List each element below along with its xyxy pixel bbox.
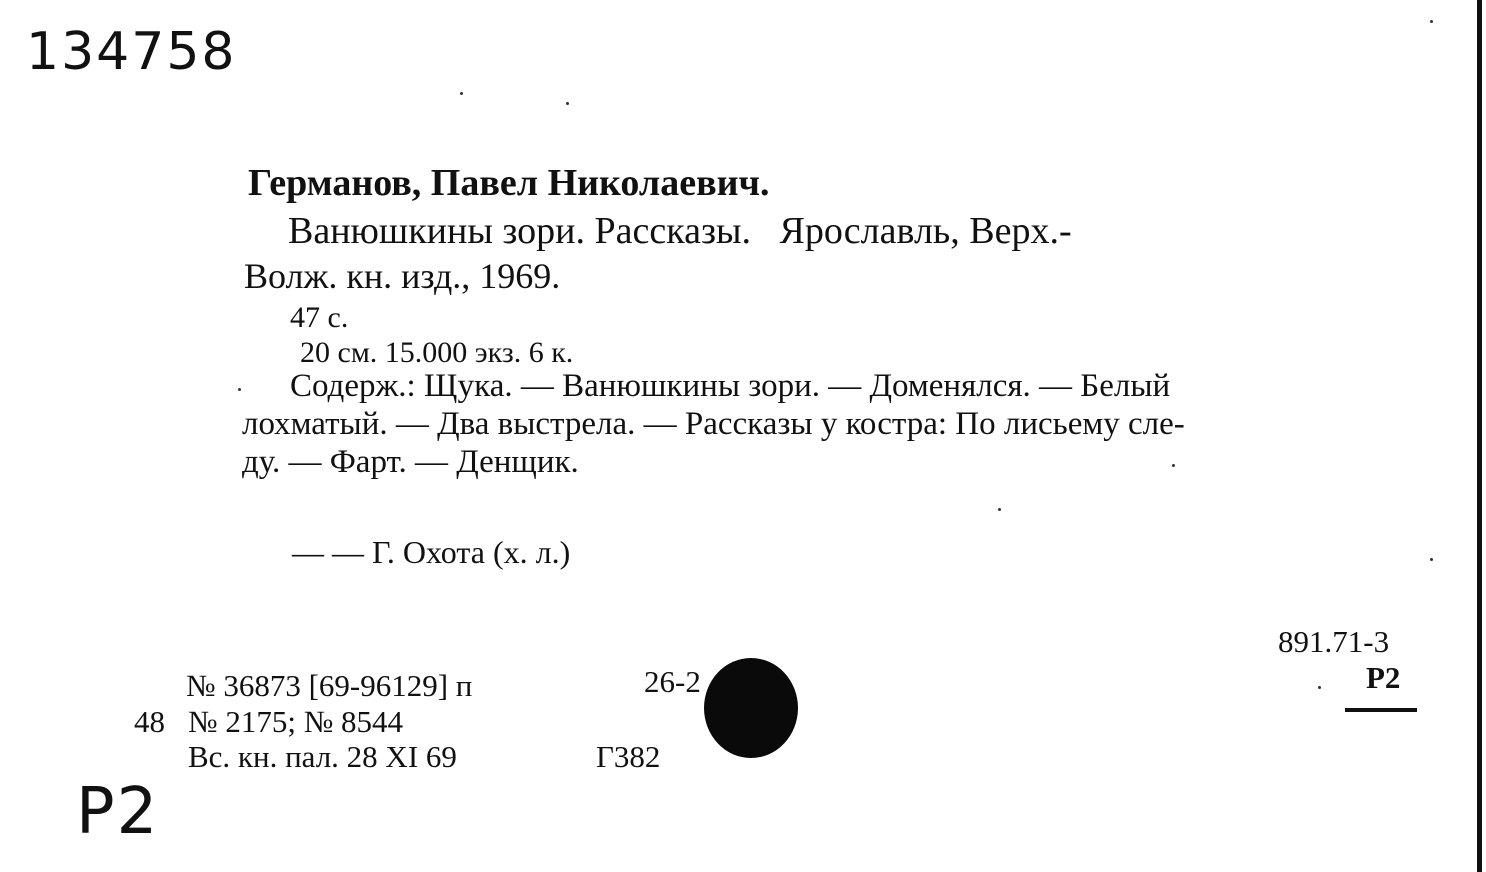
registration-line-3: Вс. кн. пал. 28 XI 69 [188, 739, 457, 774]
registration-line-2: № 2175; № 8544 [188, 704, 404, 739]
title-line-1: Ванюшкины зори. Рассказы. Ярославль, Верх.- [288, 210, 1072, 252]
dust-speck [460, 92, 463, 95]
title-line-2: Волж. кн. изд., 1969. [244, 256, 561, 296]
author-heading: Германов, Павел Николаевич. [248, 162, 770, 204]
registration-code-2: Г382 [596, 739, 661, 774]
handwritten-mark: Р2 [76, 775, 160, 849]
handwritten-number: 134758 [26, 22, 237, 82]
contents-line-3: ду. — Фарт. — Денщик. [242, 444, 579, 480]
dust-speck [1318, 686, 1321, 689]
author-mark: Р2 [1366, 660, 1401, 695]
contents-line-2: лохматый. — Два выстрела. — Рассказы у костра: По лисьему сле- [242, 406, 1185, 442]
card-edge [1477, 0, 1482, 872]
registration-code: 26-2 [644, 664, 701, 699]
ink-blot [704, 658, 798, 758]
dust-speck [566, 102, 569, 105]
dust-speck [1430, 558, 1433, 561]
dust-speck [998, 508, 1001, 511]
registration-line-1: № 36873 [69-96129] п [186, 668, 473, 703]
dust-speck [238, 388, 241, 391]
author-mark-underline [1345, 708, 1417, 712]
contents-line-1: Содерж.: Щука. — Ванюшкины зори. — Доменялся. — Белый [290, 368, 1171, 404]
pages: 47 с. [290, 301, 349, 334]
classification-index: 891.71-3 [1278, 624, 1390, 659]
dust-speck [1172, 464, 1175, 467]
registration-prefix: 48 [134, 704, 165, 739]
format-and-print-run: 20 см. 15.000 экз. 6 к. [300, 336, 574, 369]
dust-speck [1430, 20, 1433, 23]
subject-heading: — — Г. Охота (х. л.) [292, 534, 571, 570]
